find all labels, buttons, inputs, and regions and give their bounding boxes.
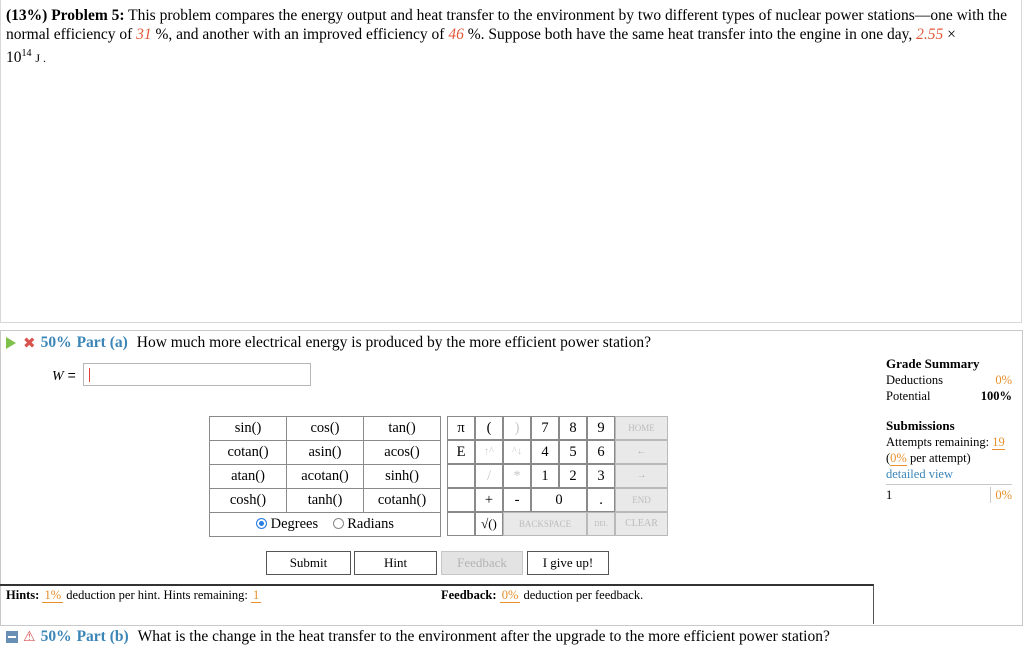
feedback-text: deduction per feedback. [523, 588, 644, 602]
tan-button[interactable]: tan() [364, 417, 441, 441]
key-3[interactable]: 3 [587, 464, 615, 488]
acotan-button[interactable]: acotan() [287, 465, 364, 489]
caret-down-button[interactable]: ^↓ [503, 440, 531, 464]
radians-radio[interactable] [333, 518, 344, 529]
key-5[interactable]: 5 [559, 440, 587, 464]
part-a-header [6, 334, 651, 352]
sqrt-button[interactable]: √() [475, 512, 503, 536]
per-attempt-text: per attempt) [909, 451, 971, 465]
sinh-button[interactable]: sinh() [364, 465, 441, 489]
feedback-label: Feedback: [441, 588, 497, 602]
deductions-row [886, 372, 1012, 388]
attempts-value: 19 [992, 435, 1005, 449]
decimal-button[interactable]: . [587, 488, 615, 512]
problem-text-3: %. Suppose both have the same heat transfer into the engine in one day, [467, 26, 913, 43]
potential-value: 100% [980, 389, 1012, 403]
cosh-button[interactable]: cosh() [210, 489, 287, 513]
warning-icon: ⚠ [23, 629, 36, 645]
feedback-deduction: 0% [501, 588, 519, 602]
end-button[interactable]: END [615, 488, 668, 512]
key-2[interactable]: 2 [559, 464, 587, 488]
acos-button[interactable]: acos() [364, 441, 441, 465]
part-a-label: Part (a) [76, 334, 128, 351]
per-attempt-row: (0% per attempt) [886, 451, 971, 465]
key-6[interactable]: 6 [587, 440, 615, 464]
problem-prefix: (13%) Problem 5: [6, 7, 125, 24]
blank-key [447, 464, 475, 488]
answer-variable: W [52, 369, 64, 384]
unit: J . [35, 51, 47, 66]
grade-summary [886, 356, 1012, 503]
pi-button[interactable]: π [447, 416, 475, 440]
answer-input[interactable] [83, 363, 311, 386]
per-attempt-pct: 0% [890, 451, 907, 465]
detailed-view-link[interactable]: detailed view [886, 466, 1012, 485]
x-mark-icon: ✖ [23, 334, 36, 352]
blank-key [447, 488, 475, 512]
radians-label: Radians [347, 516, 394, 532]
hints-remaining: 1 [252, 588, 260, 602]
angle-mode-row [210, 513, 441, 537]
submissions-title: Submissions [886, 418, 955, 433]
key-8[interactable]: 8 [559, 416, 587, 440]
key-7[interactable]: 7 [531, 416, 559, 440]
attempts-row [886, 434, 1012, 450]
answer-label [52, 367, 76, 385]
hint-button[interactable]: Hint [354, 551, 437, 575]
heat-value: 2.55 [916, 26, 944, 43]
backspace-button[interactable]: BACKSPACE [503, 512, 587, 536]
key-0[interactable]: 0 [531, 488, 587, 512]
feedback-button: Feedback [441, 551, 523, 575]
multiply-button[interactable]: * [503, 464, 531, 488]
potential-row [886, 388, 1012, 404]
part-b-percent: 50% [40, 628, 72, 645]
function-keypad [209, 416, 441, 537]
cos-button[interactable]: cos() [287, 417, 364, 441]
deductions-value: 0% [995, 373, 1012, 387]
left-paren-button[interactable]: ( [475, 416, 503, 440]
asin-button[interactable]: asin() [287, 441, 364, 465]
hint-deduction: 1% [44, 588, 62, 602]
problem-statement [6, 6, 1018, 68]
tanh-button[interactable]: tanh() [287, 489, 364, 513]
hints-info [6, 588, 261, 603]
feedback-info [441, 588, 643, 603]
part-b-label: Part (b) [76, 628, 129, 645]
minus-button[interactable]: - [503, 488, 531, 512]
part-a-percent: 50% [40, 334, 72, 351]
up-caret-button[interactable]: ↑^ [475, 440, 503, 464]
divide-button[interactable]: / [475, 464, 503, 488]
submission-row [886, 487, 1012, 503]
sin-button[interactable]: sin() [210, 417, 287, 441]
degrees-radio[interactable] [256, 518, 267, 529]
plus-button[interactable]: + [475, 488, 503, 512]
give-up-button[interactable]: I give up! [527, 551, 609, 575]
e-button[interactable]: E [447, 440, 475, 464]
attempts-label: Attempts remaining: [886, 435, 990, 449]
grade-summary-title: Grade Summary [886, 356, 980, 371]
right-arrow-button[interactable]: → [615, 464, 668, 488]
part-b-question: What is the change in the heat transfer to the environment after the upgrade to the more efficient power station? [137, 628, 830, 645]
part-a-question: How much more electrical energy is produced by the more efficient power station? [136, 334, 651, 351]
times-symbol: × [947, 26, 956, 43]
deductions-label: Deductions [886, 373, 943, 387]
hints-text: deduction per hint. Hints remaining: [66, 588, 248, 602]
play-triangle-icon[interactable] [6, 337, 16, 349]
efficiency-2: 46 [448, 26, 464, 43]
left-arrow-button[interactable]: ← [615, 440, 668, 464]
exponent: 14 [21, 48, 32, 59]
potential-label: Potential [886, 389, 931, 403]
text-caret [89, 368, 90, 382]
delete-button[interactable]: DEL [587, 512, 615, 536]
home-button[interactable]: HOME [615, 416, 668, 440]
cotanh-button[interactable]: cotanh() [364, 489, 441, 513]
blank-key [447, 512, 475, 536]
ten-base: 10 [6, 49, 22, 67]
hints-label: Hints: [6, 588, 40, 602]
submit-button[interactable]: Submit [266, 551, 351, 575]
minus-box-icon[interactable] [6, 631, 18, 643]
part-b-header [6, 628, 830, 646]
key-1[interactable]: 1 [531, 464, 559, 488]
submission-score: 0% [990, 487, 1012, 503]
key-9[interactable]: 9 [587, 416, 615, 440]
problem-text-2: %, and another with an improved efficiency of [155, 26, 445, 43]
cotan-button[interactable]: cotan() [210, 441, 287, 465]
right-paren-button[interactable]: ) [503, 416, 531, 440]
atan-button[interactable]: atan() [210, 465, 287, 489]
submission-number: 1 [886, 488, 893, 502]
key-4[interactable]: 4 [531, 440, 559, 464]
degrees-label: Degrees [270, 516, 319, 532]
efficiency-1: 31 [136, 26, 152, 43]
problem-text-1: This problem compares the energy output and heat transfer to the environment by two different types of nuclear power stations—one with the normal efficiency of [6, 7, 1007, 43]
clear-button[interactable]: CLEAR [615, 512, 668, 536]
equals-sign: = [67, 367, 76, 383]
